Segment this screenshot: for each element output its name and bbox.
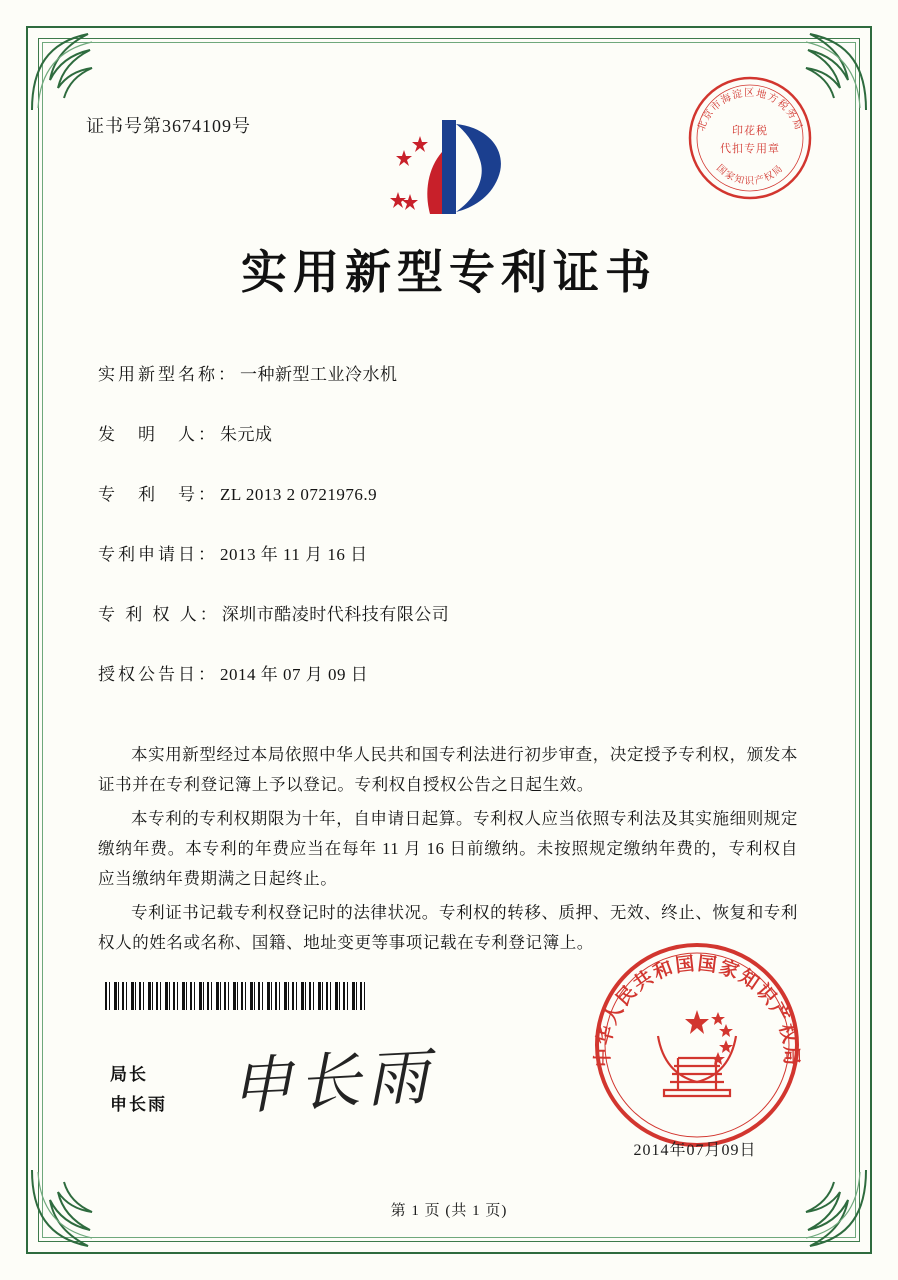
corner-ornament-icon	[28, 28, 114, 114]
svg-text:国家知识产权局: 国家知识产权局	[714, 163, 786, 187]
field-value: 2013 年 11 月 16 日	[220, 545, 368, 564]
field-row-patent-number	[98, 480, 798, 505]
seal-date: 2014年07月09日	[633, 1142, 757, 1159]
field-value: 一种新型工业冷水机	[240, 365, 398, 384]
body-paragraph: 专利证书记载专利权登记时的法律状况。专利权的转移、质押、无效、终止、恢复和专利权人的姓名或名称、国籍、地址变更等事项记载在专利登记簿上。	[98, 903, 798, 952]
svg-text:中华人民共和国国家知识产权局: 中华人民共和国国家知识产权局	[592, 953, 802, 1068]
certificate-fields	[98, 360, 798, 720]
signature-name-label: 申长雨	[110, 1095, 167, 1114]
tax-stamp-line-2: 代扣专用章	[720, 143, 780, 155]
tax-stamp-seal-icon	[686, 74, 814, 202]
field-value: 朱元成	[220, 425, 273, 444]
field-value: ZL 2013 2 0721976.9	[220, 485, 378, 504]
certificate-number: 证书号第3674109号	[86, 116, 251, 136]
field-label: 实用新型名称：	[98, 365, 238, 384]
field-label: 专 利 权 人：	[98, 605, 220, 624]
page-title: 实用新型专利证书	[241, 245, 657, 299]
page-footer: 第 1 页 (共 1 页)	[390, 1203, 508, 1219]
field-label: 专 利 号：	[98, 485, 218, 504]
field-row-patentee	[98, 600, 798, 625]
body-paragraph: 本实用新型经过本局依照中华人民共和国专利法进行初步审查，决定授予专利权，颁发本证书并在专利登记簿上予以登记。专利权自授权公告之日起生效。	[98, 745, 798, 794]
certificate-body	[98, 740, 798, 962]
field-label: 授权公告日：	[98, 665, 218, 684]
field-row-grant-announcement-date	[98, 660, 798, 685]
field-row-utility-model-name	[98, 360, 798, 385]
national-emblem-seal-icon	[592, 940, 802, 1150]
body-paragraph: 本专利的专利权期限为十年，自申请日起算。专利权人应当依照专利法及其实施细则规定缴纳年费。本专利的年费应当在每年 11 月 16 日前缴纳。未按照规定缴纳年费的，专利权自应当缴纳年费期满之日起终止。	[98, 809, 798, 888]
svg-text:北京市海淀区地方税务局: 北京市海淀区地方税务局	[695, 88, 805, 133]
field-row-application-date	[98, 540, 798, 565]
field-value: 2014 年 07 月 09 日	[220, 665, 369, 684]
cnipa-p-logo-icon	[380, 112, 520, 222]
barcode-icon	[105, 982, 367, 1010]
handwritten-signature-icon: 申长雨	[228, 1039, 437, 1124]
signature-title-label: 局长	[110, 1065, 148, 1084]
field-row-inventor	[98, 420, 798, 445]
field-label: 专利申请日：	[98, 545, 218, 564]
field-label: 发 明 人：	[98, 425, 218, 444]
tax-stamp-line-1: 印花税	[732, 125, 768, 137]
field-value: 深圳市酷凌时代科技有限公司	[221, 605, 450, 624]
